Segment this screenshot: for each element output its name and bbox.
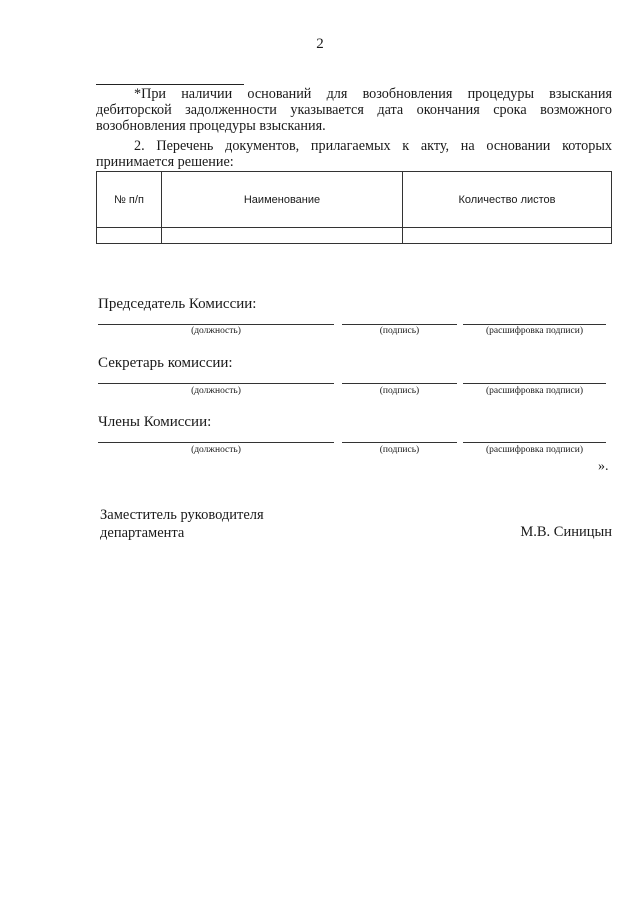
chairman-signature-line [342,324,457,325]
chairman-decode-line [463,324,606,325]
table-header-row [97,172,612,228]
members-decode-line [463,442,606,443]
table-cell [97,228,162,244]
table-cell [162,228,403,244]
table-row [97,228,612,244]
secretary-decode-line [463,383,606,384]
members-position-line [98,442,334,443]
signatory-title-line2: департамента [100,525,185,541]
secretary-label: Секретарь комиссии: [98,355,233,371]
members-signature-line [342,442,457,443]
chairman-label: Председатель Комиссии: [98,296,257,312]
secretary-position-caption: (должность) [191,386,241,396]
table-cell [403,228,612,244]
signatory-name: М.В. Синицын [520,524,612,540]
members-position-caption: (должность) [191,445,241,455]
secretary-position-line [98,383,334,384]
chairman-decode-caption: (расшифровка подписи) [486,326,583,336]
members-decode-caption: (расшифровка подписи) [486,445,583,455]
members-signature-caption: (подпись) [379,445,420,455]
footnote-rule [96,84,244,85]
header-number: № п/п [97,172,162,228]
signatory-title [100,506,264,542]
secretary-signature-line [342,383,457,384]
header-name: Наименование [162,172,403,228]
page-number: 2 [316,36,324,52]
footnote-text: *При наличии оснований для возобновления процедуры взыскания дебиторской задолженности указывается дата окончания срока возможного возобновления процедуры взыскания. [96,86,612,134]
chairman-position-line [98,324,334,325]
members-label: Члены Комиссии: [98,414,212,430]
signatory-title-line1: Заместитель руководителя [100,507,264,523]
secretary-signature-caption: (подпись) [379,386,420,396]
documents-table [96,171,612,244]
header-sheet-count: Количество листов [403,172,612,228]
secretary-decode-caption: (расшифровка подписи) [486,386,583,396]
closing-quote: ». [598,459,609,474]
documents-list-heading: 2. Перечень документов, прилагаемых к акту, на основании которых принимается решение: [96,138,612,170]
chairman-position-caption: (должность) [191,326,241,336]
chairman-signature-caption: (подпись) [379,326,420,336]
